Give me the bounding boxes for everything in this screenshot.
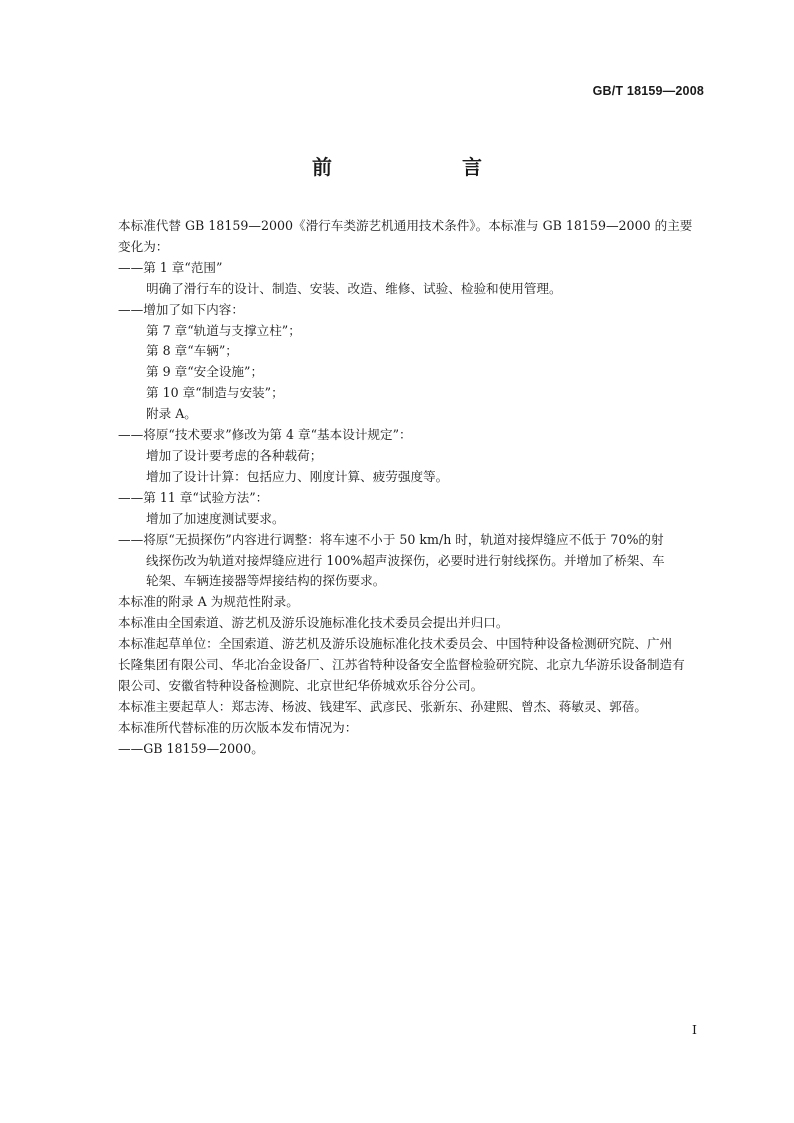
- paragraph-line: 第 8 章“车辆”；: [146, 343, 238, 359]
- paragraph-line: ——将原“技术要求”修改为第 4 章“基本设计规定”：: [118, 427, 412, 443]
- paragraph-line: 限公司、安徽省特种设备检测院、北京世纪华侨城欢乐谷分公司。: [118, 677, 484, 693]
- paragraph-line: 本标准起草单位：全国索道、游艺机及游乐设施标准化技术委员会、中国特种设备检测研究院、广州: [118, 636, 673, 652]
- paragraph-line: 本标准主要起草人：郑志涛、杨波、钱建军、武彦民、张新东、孙建熙、曾杰、蒋敏灵、郭蓓。: [118, 698, 647, 714]
- page-number: I: [692, 1022, 697, 1037]
- paragraph-line: 第 7 章“轨道与支撑立柱”；: [146, 322, 301, 338]
- standard-number: GB/T 18159—2008: [592, 84, 704, 98]
- paragraph-line: 增加了设计要考虑的各种载荷；: [146, 447, 323, 463]
- paragraph-line: ——第 11 章“试验方法”：: [118, 489, 269, 505]
- paragraph-line: 第 9 章“安全设施”；: [146, 364, 264, 380]
- paragraph-line: 第 10 章“制造与安装”；: [146, 385, 284, 401]
- paragraph-line: 本标准的附录 A 为规范性附录。: [118, 594, 299, 610]
- paragraph-line: ——第 1 章“范围”: [118, 259, 223, 275]
- paragraph-line: ——GB 18159—2000。: [118, 740, 264, 756]
- paragraph-line: 增加了加速度测试要求。: [146, 510, 285, 526]
- paragraph-line: 本标准由全国索道、游艺机及游乐设施标准化技术委员会提出并归口。: [118, 615, 509, 631]
- paragraph-line: 附录 A。: [146, 406, 197, 422]
- paragraph-line: 增加了设计计算：包括应力、刚度计算、疲劳强度等。: [146, 468, 449, 484]
- paragraph-line: 长隆集团有限公司、华北冶金设备厂、江苏省特种设备安全监督检验研究院、北京九华游乐设备制造有: [118, 657, 685, 673]
- paragraph-line: 本标准所代替标准的历次版本发布情况为：: [118, 719, 358, 735]
- document-body: [118, 216, 706, 760]
- paragraph-line: 线探伤改为轨道对接焊缝应进行 100%超声波探伤，必要时进行射线探伤。并增加了桥架、车: [146, 552, 665, 568]
- paragraph-line: 轮架、车辆连接器等焊接结构的探伤要求。: [146, 573, 386, 589]
- page-title: 前 言: [312, 155, 512, 179]
- paragraph-line: ——增加了如下内容：: [118, 301, 244, 317]
- paragraph-line: 本标准代替 GB 18159—2000《滑行车类游艺机通用技术条件》。本标准与 GB 18159—2000 的主要: [118, 218, 693, 233]
- paragraph-line: 变化为：: [118, 238, 169, 254]
- paragraph-line: 明确了滑行车的设计、制造、安装、改造、维修、试验、检验和使用管理。: [146, 280, 562, 296]
- paragraph-line: ——将原“无损探伤”内容进行调整：将车速不小于 50 km/h 时，轨道对接焊缝应不低于 70%的射: [118, 531, 664, 547]
